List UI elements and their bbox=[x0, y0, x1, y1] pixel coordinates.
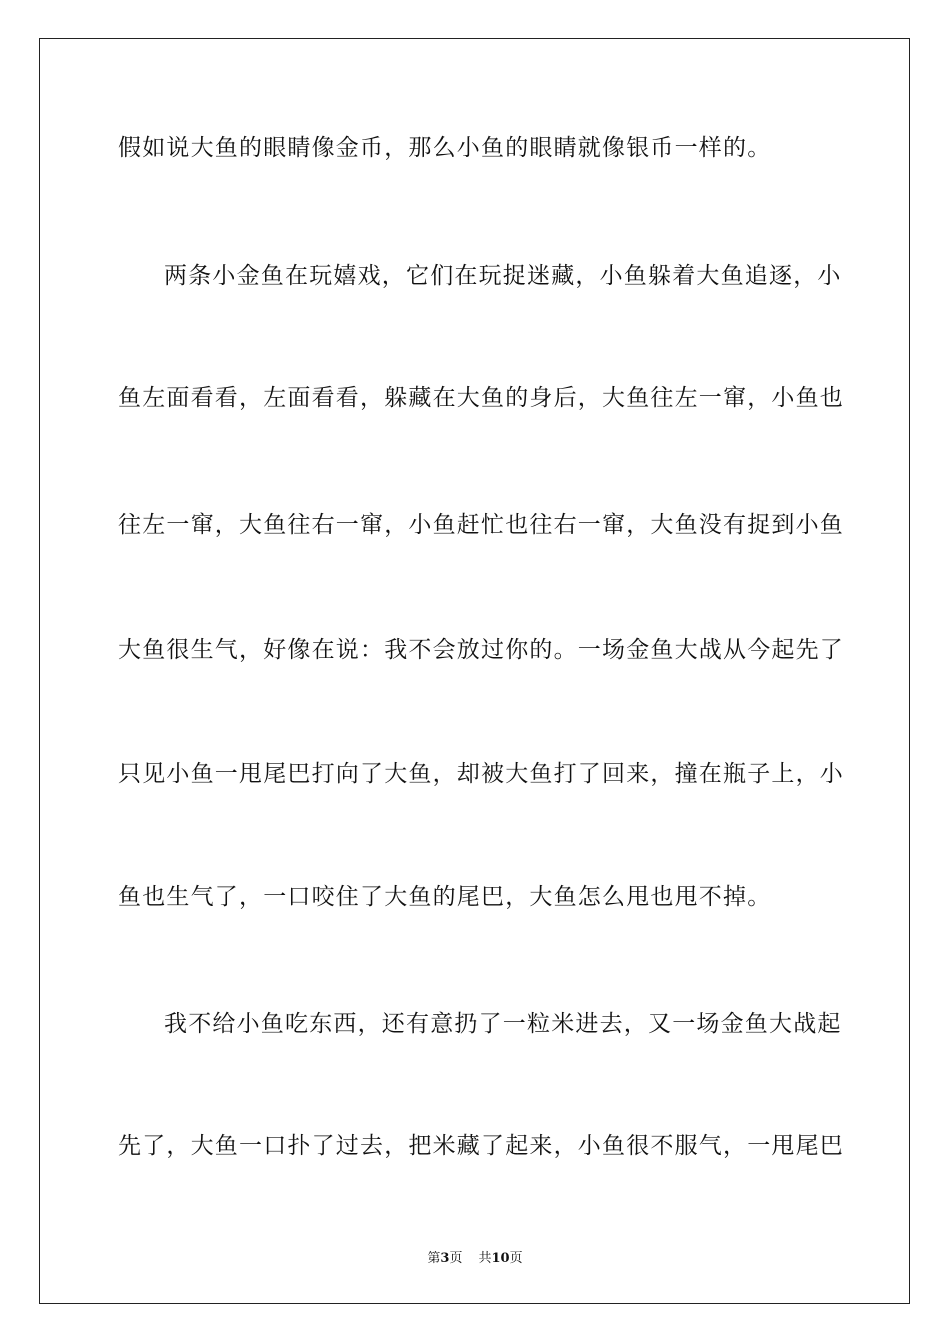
total-pages: 10 bbox=[491, 1251, 510, 1266]
text-line-7: 鱼也生气了，一口咬住了大鱼的尾巴，大鱼怎么甩也甩不掉。 bbox=[118, 884, 772, 910]
text-line-6: 只见小鱼一甩尾巴打向了大鱼，却被大鱼打了回来，撞在瓶子上，小 bbox=[118, 761, 844, 787]
text-line-3: 鱼左面看看，左面看看，躲藏在大鱼的身后，大鱼往左一窜，小鱼也 bbox=[118, 385, 844, 411]
page-footer bbox=[0, 1247, 950, 1266]
page-suffix: 页 bbox=[449, 1251, 463, 1266]
page-number: 3 bbox=[440, 1251, 450, 1266]
total-suffix: 页 bbox=[509, 1251, 523, 1266]
text-line-4: 往左一窜，大鱼往右一窜，小鱼赶忙也往右一窜，大鱼没有捉到小鱼 bbox=[118, 512, 844, 538]
text-line-2-paragraph-start: 两条小金鱼在玩嬉戏，它们在玩捉迷藏，小鱼躲着大鱼追逐，小 bbox=[164, 263, 842, 289]
page-prefix: 第 bbox=[427, 1251, 441, 1266]
text-line-5: 大鱼很生气，好像在说：我不会放过你的。一场金鱼大战从今起先了 bbox=[118, 637, 844, 663]
text-line-8-paragraph-start: 我不给小鱼吃东西，还有意扔了一粒米进去，又一场金鱼大战起 bbox=[164, 1011, 842, 1037]
text-line-9: 先了，大鱼一口扑了过去，把米藏了起来，小鱼很不服气，一甩尾巴 bbox=[118, 1133, 844, 1159]
total-prefix: 共 bbox=[478, 1251, 492, 1266]
page-border bbox=[39, 38, 910, 1304]
text-line-1: 假如说大鱼的眼睛像金币，那么小鱼的眼睛就像银币一样的。 bbox=[118, 135, 772, 161]
